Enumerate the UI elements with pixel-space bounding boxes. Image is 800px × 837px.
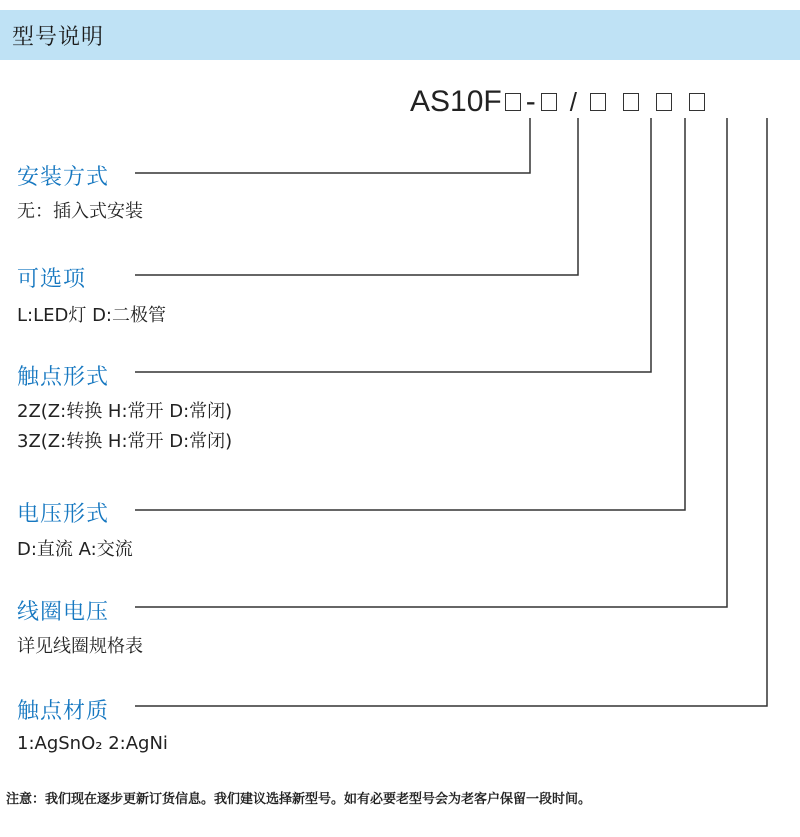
section-desc-contact-form-1: 2Z(Z:转换 H:常开 D:常闭)	[17, 401, 233, 422]
section-desc-option: L:LED灯 D:二极管	[17, 305, 167, 326]
footer-note: 注意：我们现在逐步更新订货信息。我们建议选择新型号。如有必要老型号会为老客户保留一段时间。	[6, 792, 592, 807]
section-desc-coil-voltage: 详见线圈规格表	[17, 636, 143, 657]
model-dash: -	[525, 85, 536, 118]
model-prefix: AS10F	[410, 85, 502, 118]
section-title-contact-form: 触点形式	[17, 365, 110, 390]
section-title-coil-voltage: 线圈电压	[17, 600, 110, 625]
section-desc-contact-material: 1:AgSnO₂ 2:AgNi	[17, 733, 168, 754]
connector-mounting	[135, 118, 530, 173]
connector-contact-form	[135, 118, 651, 372]
section-desc-contact-form-2: 3Z(Z:转换 H:常开 D:常闭)	[17, 431, 233, 452]
section-desc-voltage-type: D:直流 A:交流	[17, 539, 133, 560]
section-title-voltage-type: 电压形式	[17, 502, 110, 527]
section-title-mounting: 安装方式	[17, 165, 110, 190]
section-desc-mounting: 无：插入式安装	[17, 201, 143, 222]
connector-option	[135, 118, 578, 275]
page-title: 型号说明	[12, 25, 105, 50]
model-slash: /	[569, 86, 577, 117]
section-title-contact-material: 触点材质	[17, 699, 110, 724]
connector-coil-voltage	[135, 118, 727, 607]
section-title-option: 可选项	[17, 267, 87, 292]
